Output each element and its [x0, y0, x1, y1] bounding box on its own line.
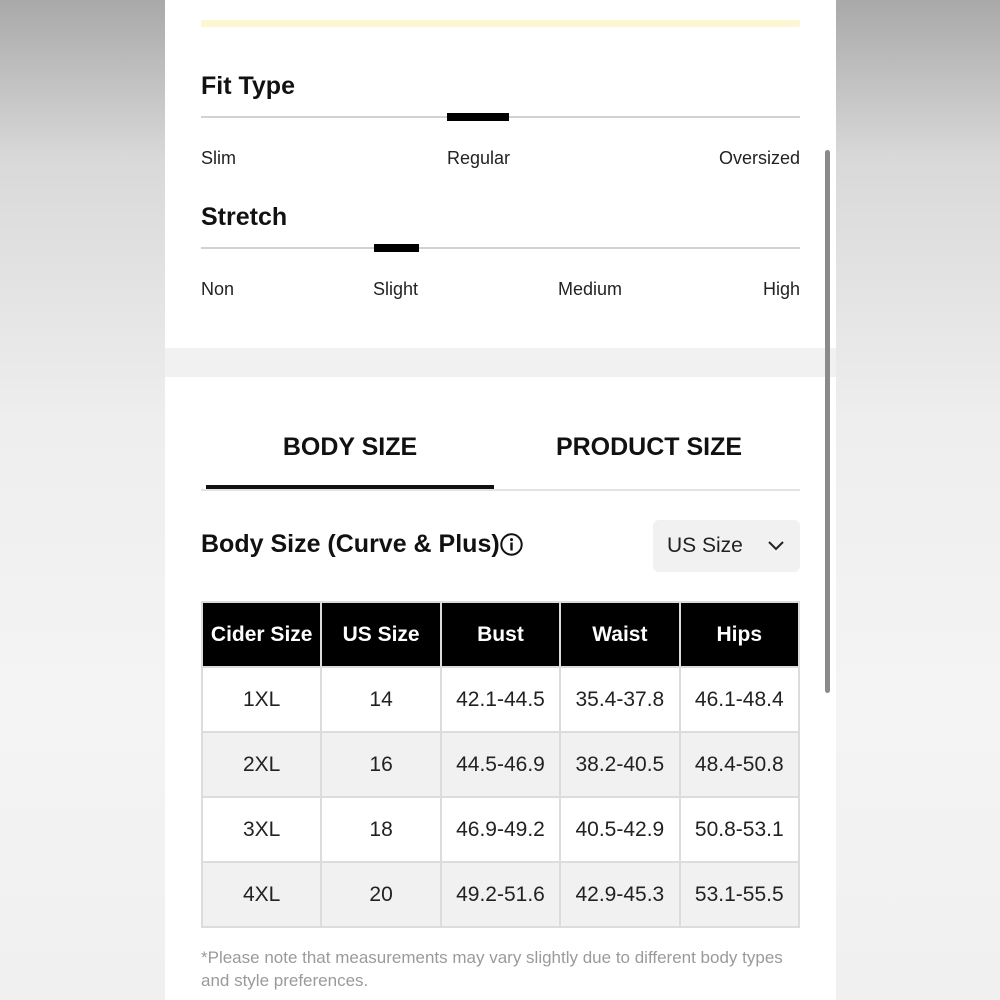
- table-row: [202, 797, 799, 862]
- size-section-heading: Body Size (Curve & Plus): [201, 530, 500, 558]
- table-cell: 46.9-49.2: [441, 797, 560, 862]
- fit-type-label-regular: Regular: [447, 148, 511, 168]
- info-circle-icon[interactable]: [500, 533, 523, 556]
- stretch-indicator: [374, 244, 419, 252]
- table-header-row: [202, 602, 799, 667]
- table-row: [202, 732, 799, 797]
- table-cell: 46.1-48.4: [680, 667, 799, 732]
- table-cell: 1XL: [202, 667, 321, 732]
- table-cell: 48.4-50.8: [680, 732, 799, 797]
- fit-type-label-slim: Slim: [201, 148, 236, 168]
- tabs-baseline: [201, 489, 800, 491]
- table-cell: 40.5-42.9: [560, 797, 679, 862]
- table-row: [202, 667, 799, 732]
- header-bust: Bust: [441, 602, 560, 667]
- table-cell: 49.2-51.6: [441, 862, 560, 927]
- table-row: [202, 862, 799, 927]
- table-cell: 44.5-46.9: [441, 732, 560, 797]
- table-cell: 14: [321, 667, 440, 732]
- scrollbar[interactable]: [825, 150, 830, 693]
- size-guide-panel: [165, 0, 836, 1000]
- table-cell: 4XL: [202, 862, 321, 927]
- measurement-footnote: *Please note that measurements may vary slightly due to different body types and style preferences.: [201, 948, 783, 990]
- stretch-label-slight: Slight: [373, 279, 419, 299]
- table-cell: 20: [321, 862, 440, 927]
- table-cell: 53.1-55.5: [680, 862, 799, 927]
- fit-type-title: Fit Type: [201, 72, 295, 100]
- active-tab-indicator: [206, 485, 494, 489]
- size-unit-value: US Size: [667, 534, 743, 557]
- section-divider: [165, 348, 836, 377]
- stretch-track: [201, 247, 800, 249]
- table-cell: 3XL: [202, 797, 321, 862]
- size-table: [201, 601, 800, 928]
- chevron-down-icon: [766, 537, 786, 553]
- stretch-title: Stretch: [201, 203, 288, 231]
- highlight-bar: [201, 20, 800, 27]
- header-hips: Hips: [680, 602, 799, 667]
- fit-type-indicator: [447, 113, 509, 121]
- table-cell: 16: [321, 732, 440, 797]
- header-us-size: US Size: [321, 602, 440, 667]
- table-cell: 35.4-37.8: [560, 667, 679, 732]
- header-cider-size: Cider Size: [202, 602, 321, 667]
- stretch-label-high: High: [762, 279, 800, 299]
- size-unit-select[interactable]: [653, 520, 800, 572]
- tab-product-size[interactable]: PRODUCT SIZE: [555, 433, 743, 461]
- table-cell: 42.1-44.5: [441, 667, 560, 732]
- tab-body-size[interactable]: BODY SIZE: [282, 433, 418, 461]
- stretch-label-non: Non: [201, 279, 235, 299]
- table-cell: 2XL: [202, 732, 321, 797]
- header-waist: Waist: [560, 602, 679, 667]
- table-cell: 38.2-40.5: [560, 732, 679, 797]
- table-cell: 42.9-45.3: [560, 862, 679, 927]
- table-cell: 18: [321, 797, 440, 862]
- stretch-label-medium: Medium: [558, 279, 623, 299]
- fit-type-label-oversized: Oversized: [718, 148, 800, 168]
- table-cell: 50.8-53.1: [680, 797, 799, 862]
